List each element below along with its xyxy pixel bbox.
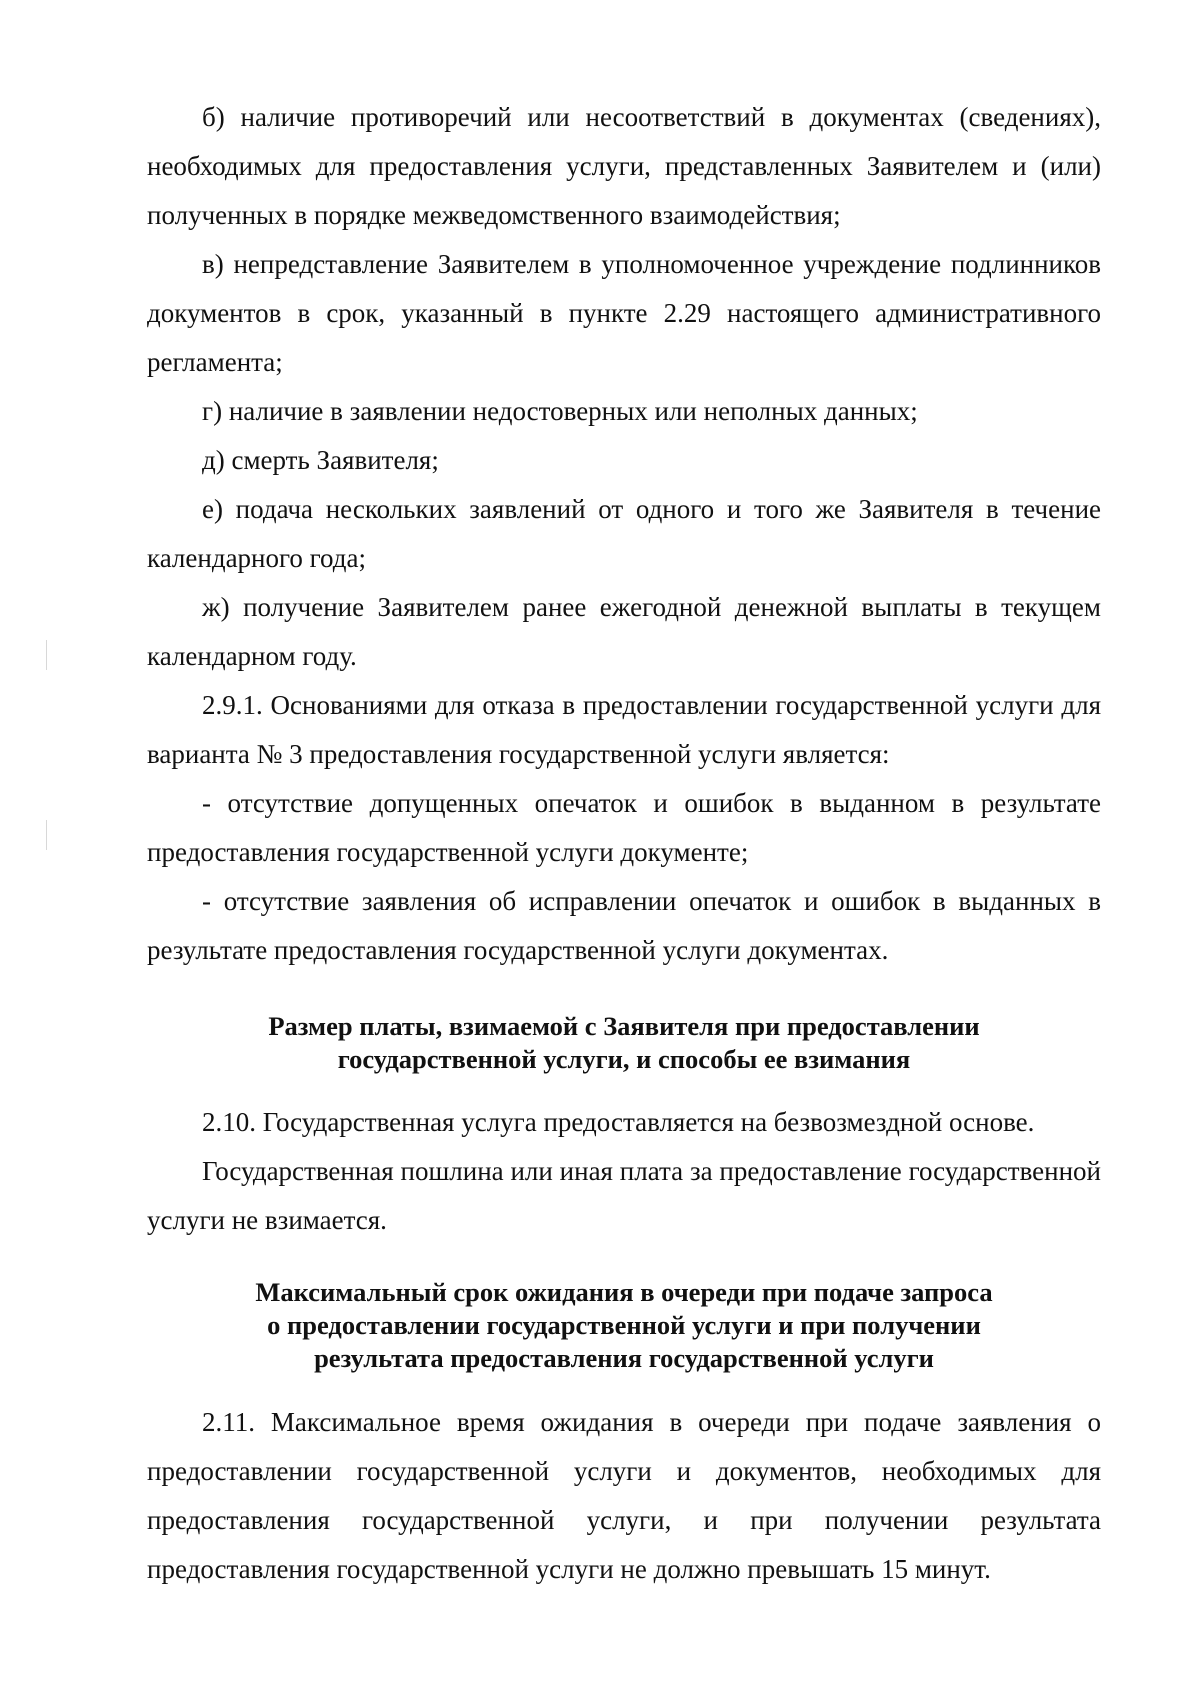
scan-margin-mark (46, 640, 47, 670)
paragraph-dash-1: - отсутствие допущенных опечаток и ошибок в выданном в результате предоставления государственной услуги документе; (147, 788, 1101, 867)
heading-line: Максимальный срок ожидания в очереди при подаче запроса (255, 1277, 993, 1307)
paragraph-zh: ж) получение Заявителем ранее ежегодной денежной выплаты в текущем календарном году. (147, 592, 1101, 671)
paragraph-2-9-1: 2.9.1. Основаниями для отказа в предоставлении государственной услуги для варианта № 3 предоставления государственной услуги является: (147, 690, 1101, 769)
heading-line: государственной услуги, и способы ее взимания (337, 1044, 911, 1074)
section-heading-fee (147, 1010, 1101, 1076)
heading-line: Размер платы, взимаемой с Заявителя при предоставлении (268, 1011, 980, 1041)
section-heading-queue (147, 1276, 1101, 1375)
paragraph-v: в) непредставление Заявителем в уполномоченное учреждение подлинников документов в срок, указанный в пункте 2.29 настоящего административного регламента; (147, 249, 1101, 377)
paragraph-g: г) наличие в заявлении недостоверных или неполных данных; (202, 396, 918, 426)
paragraph-fee-note: Государственная пошлина или иная плата за предоставление государственной услуги не взимается. (147, 1156, 1101, 1235)
queue-section (147, 1398, 1101, 1594)
paragraph-d: д) смерть Заявителя; (202, 445, 439, 475)
paragraph-b: б) наличие противоречий или несоответствий в документах (сведениях), необходимых для предоставления услуги, представленных Заявителем и (или) полученных в порядке межведомственного взаимодействия; (147, 102, 1101, 230)
fee-section (147, 1098, 1101, 1245)
heading-line: результата предоставления государственной услуги (314, 1343, 934, 1373)
grounds-list (147, 93, 1101, 975)
paragraph-e: е) подача нескольких заявлений от одного и того же Заявителя в течение календарного года; (147, 494, 1101, 573)
paragraph-2-10: 2.10. Государственная услуга предоставляется на безвозмездной основе. (202, 1107, 1035, 1137)
paragraph-2-11: 2.11. Максимальное время ожидания в очереди при подаче заявления о предоставлении государственной услуги и документов, необходимых для предоставления государственной услуги, и при получении результата предоставления государственной услуги не должно превышать 15 минут. (147, 1407, 1101, 1584)
paragraph-dash-2: - отсутствие заявления об исправлении опечаток и ошибок в выданных в результате предоставления государственной услуги документах. (147, 886, 1101, 965)
scan-margin-mark (46, 820, 47, 850)
heading-line: о предоставлении государственной услуги и при получении (267, 1310, 981, 1340)
